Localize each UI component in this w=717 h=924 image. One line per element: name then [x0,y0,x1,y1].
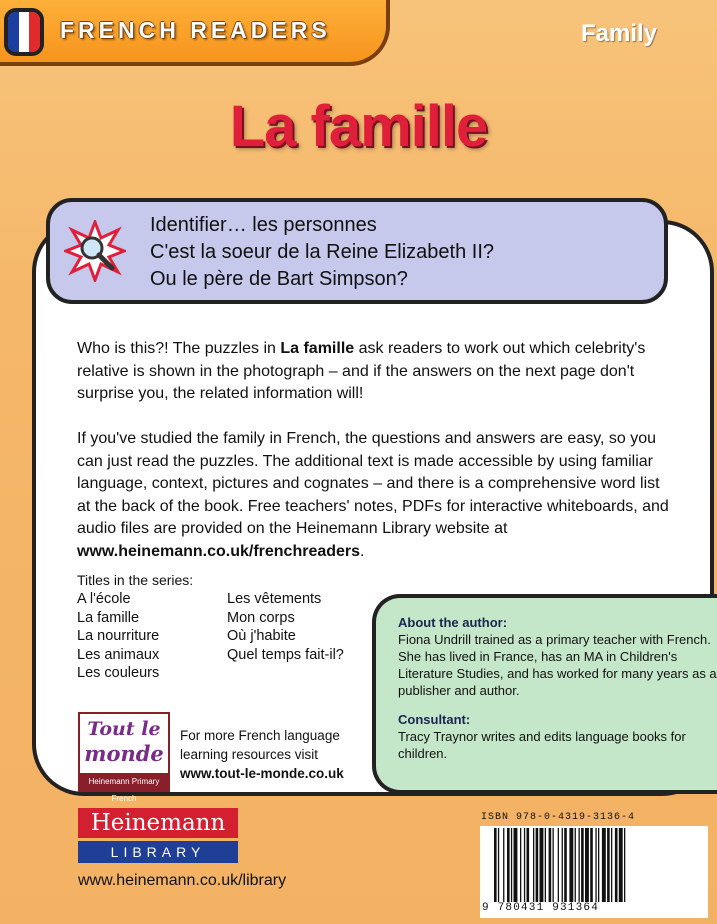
text-run: If you've studied the family in French, the questions and answers are easy, so you can just read the puzzles. The additional text is made accessible by using familiar language, context, pictures and cognates – and there is a comprehensive word list at the back of the book. Free teachers' notes, PDFs for interactive whiteboards, and audio files are provided on the Heinemann Library website at [77,430,669,537]
series-item: La nourriture [77,628,160,644]
intro-paragraph [77,338,677,406]
category-label: Family [580,20,657,47]
question-box [46,198,668,304]
author-text: Fiona Undrill trained as a primary teacher with French. She has lived in France, has an MA in Children's Literature Studies, and has worked for many years as a publisher and author. [398,632,717,698]
series-item: Les vêtements [227,591,322,607]
tout-le-monde-link[interactable]: www.tout-le-monde.co.uk [180,766,344,781]
series-list-col2 [227,590,344,664]
book-title: La famille [229,94,488,159]
series-item: Mon corps [227,609,295,626]
book-title-inline: La famille [280,340,355,357]
barcode [480,826,708,918]
series-item: A l'école [77,591,131,607]
question-lines [150,212,494,293]
heinemann-logo [78,808,238,864]
series-item: Où j'habite [227,628,296,644]
barcode-digits: 9 780431 931364 [482,902,600,914]
series-item: La famille [77,609,140,626]
question-line: Identifier… les personnes [150,214,377,236]
logo-text: Tout le [87,718,161,740]
author-box [372,594,717,794]
series-heading: Titles in the series: [77,572,194,588]
resources-note [180,726,344,783]
publisher-sub: LIBRARY [78,841,238,863]
barcode-bars [480,826,708,904]
question-line: C'est la soeur de la Reine Elizabeth II? [150,241,495,263]
magnifier-icon [64,220,126,282]
french-flag-icon [4,8,44,56]
series-title: FRENCH READERS [60,17,331,43]
publisher-name: Heinemann [78,808,238,838]
isbn-label: ISBN 978-0-4319-3136-4 [481,812,636,823]
series-list-col1 [77,590,159,683]
consultant-text: Tracy Traynor writes and edits language books for children. [398,729,686,761]
resources-line: learning resources visit [180,747,319,762]
library-link[interactable]: www.heinemann.co.uk/library [78,872,287,889]
text-run: . [360,542,365,560]
text-run: ask readers to work out which celebrity's relative is shown in the photograph – and if the answers on the next page don't surprise you, the related information will! [77,340,646,402]
consultant-heading: Consultant: [398,712,471,727]
text-run: Who is this?! The puzzles in [77,340,281,357]
logo-bar-text: Heinemann Primary French [80,773,168,790]
tout-le-monde-logo [78,712,170,803]
website-link[interactable]: www.heinemann.co.uk/frenchreaders [77,542,361,560]
series-item: Les couleurs [77,665,160,681]
resources-line: For more French language [180,728,340,743]
author-heading: About the author: [398,615,508,630]
details-paragraph [77,428,677,563]
logo-text: monde [84,741,164,766]
top-banner [0,0,390,66]
question-line: Ou le père de Bart Simpson? [150,268,408,290]
series-item: Quel temps fait-il? [227,646,344,663]
series-item: Les animaux [77,646,160,663]
